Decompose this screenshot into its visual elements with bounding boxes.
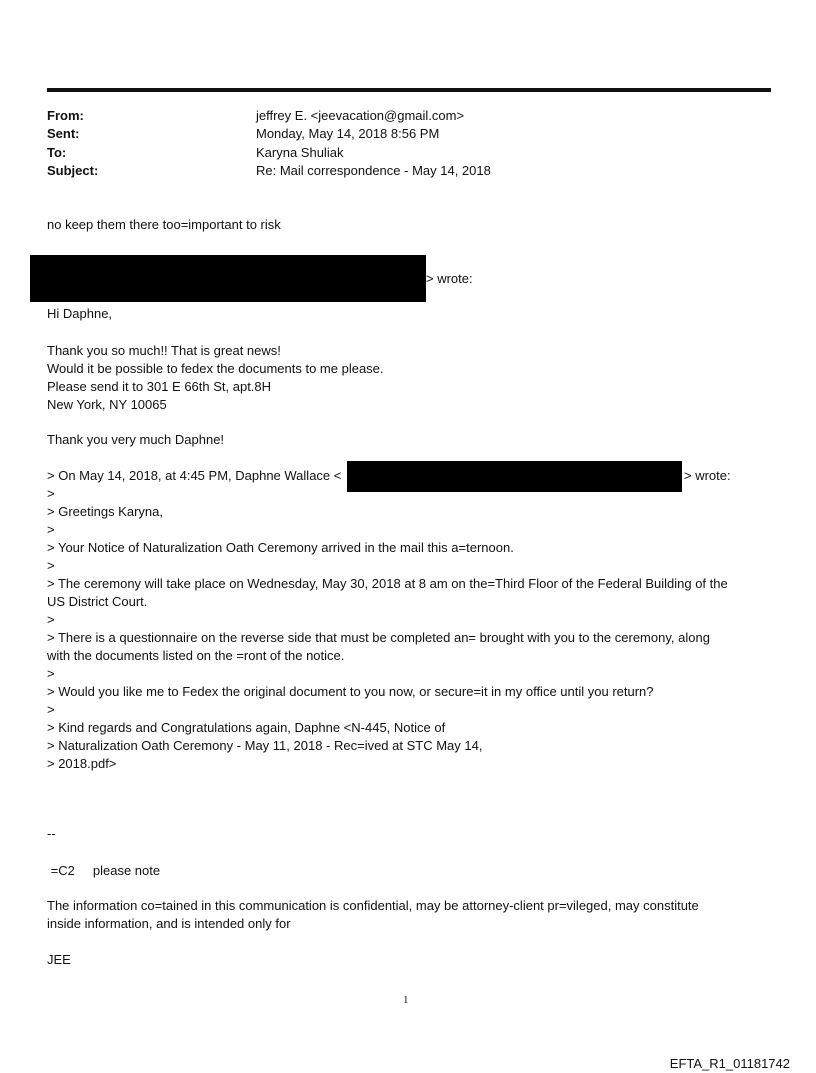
disclaimer-line: inside information, and is intended only for xyxy=(47,916,291,931)
signature-note: =C2 please note xyxy=(47,863,161,878)
sent-value: Monday, May 14, 2018 8:56 PM xyxy=(256,126,440,141)
quote-line: > There is a questionnaire on the reverse side that must be completed an= brought with you to the ceremony, along xyxy=(47,630,710,645)
quote-line: > Your Notice of Naturalization Oath Ceremony arrived in the mail this a=ternoon. xyxy=(47,540,514,555)
to-label: To: xyxy=(47,145,67,160)
quote-line: > 2018.pdf> xyxy=(47,756,117,771)
to-value: Karyna Shuliak xyxy=(256,145,344,160)
signature-name: JEE xyxy=(47,952,71,967)
header-to-row xyxy=(47,144,747,162)
header-rule xyxy=(47,88,771,92)
header-from-row xyxy=(47,107,747,125)
signature-dash: -- xyxy=(47,826,56,841)
document-id: EFTA_R1_01181742 xyxy=(669,1056,790,1071)
sent-label: Sent: xyxy=(47,126,80,141)
quote-line: > xyxy=(47,612,55,627)
redaction-block xyxy=(30,255,426,302)
body-line: New York, NY 10065 xyxy=(47,397,167,412)
quote-line: > xyxy=(47,486,55,501)
quote-line: > Greetings Karyna, xyxy=(47,504,163,519)
body-line: Please send it to 301 E 66th St, apt.8H xyxy=(47,379,272,394)
subject-label: Subject: xyxy=(47,163,99,178)
quote-line: > Would you like me to Fedex the original document to you now, or secure=it in my office until you return? xyxy=(47,684,654,699)
wrote-marker: > wrote: xyxy=(426,271,473,286)
redaction-block xyxy=(347,461,682,492)
wrote-marker: > wrote: xyxy=(684,468,731,483)
from-value: jeffrey E. <jeevacation@gmail.com> xyxy=(256,108,465,123)
reply-text: no keep them there too=important to risk xyxy=(47,217,281,232)
quote-line: > The ceremony will take place on Wednesday, May 30, 2018 at 8 am on the=Third Floor of the Federal Building of the xyxy=(47,576,728,591)
body-line: Would it be possible to fedex the documents to me please. xyxy=(47,361,384,376)
quote-line: US District Court. xyxy=(47,594,148,609)
quote-line: with the documents listed on the =ront of the notice. xyxy=(47,648,345,663)
quote-line: > xyxy=(47,702,55,717)
thanks-line: Thank you very much Daphne! xyxy=(47,432,225,447)
from-label: From: xyxy=(47,108,84,123)
subject-value: Re: Mail correspondence - May 14, 2018 xyxy=(256,163,491,178)
page-number: 1 xyxy=(403,994,409,1006)
header-sent-row xyxy=(47,125,747,143)
quote-line: > Naturalization Oath Ceremony - May 11, 2018 - Rec=ived at STC May 14, xyxy=(47,738,483,753)
header-subject-row xyxy=(47,162,747,180)
disclaimer-line: The information co=tained in this communication is confidential, may be attorney-client pr=vileged, may constitute xyxy=(47,898,699,913)
quote-line: > Kind regards and Congratulations again, Daphne <N-445, Notice of xyxy=(47,720,446,735)
greeting: Hi Daphne, xyxy=(47,306,113,321)
quote-line: > xyxy=(47,558,55,573)
quote-line: > xyxy=(47,522,55,537)
body-line: Thank you so much!! That is great news! xyxy=(47,343,281,358)
quote-line: > xyxy=(47,666,55,681)
quote-intro: > On May 14, 2018, at 4:45 PM, Daphne Wallace < xyxy=(47,468,342,483)
